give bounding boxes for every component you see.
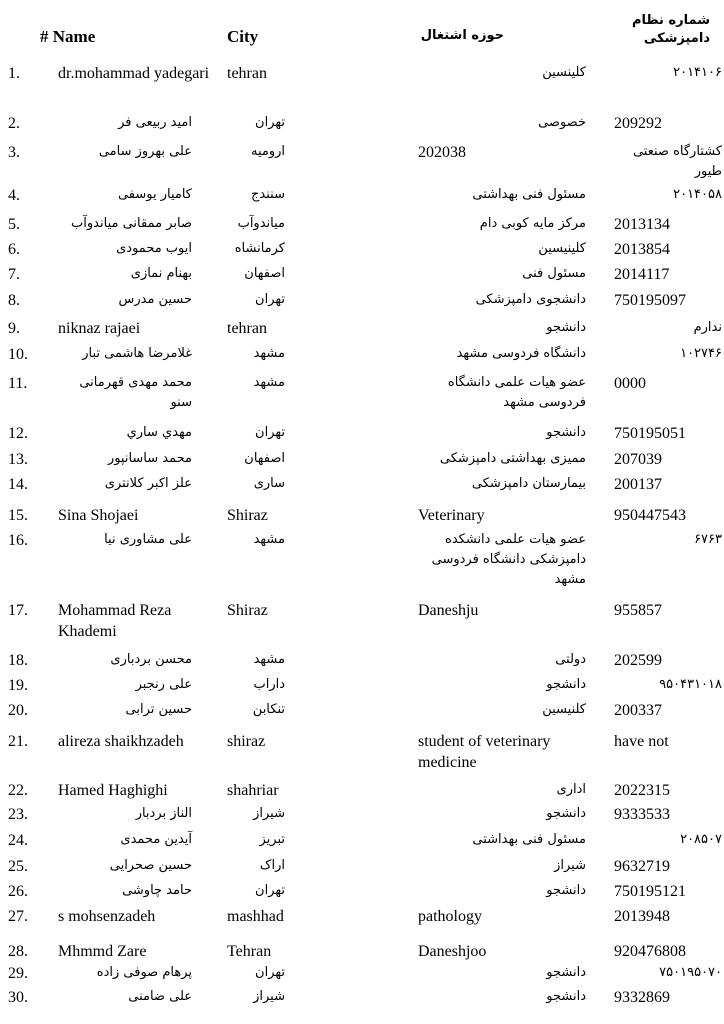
row-city: Shiraz bbox=[227, 507, 268, 524]
row-city: کرمانشاه bbox=[234, 241, 285, 256]
row-name: مهدي ساري bbox=[126, 425, 192, 440]
row-name: پرهام صوفی زاده bbox=[96, 965, 192, 980]
row-name: dr.mohammad yadegari bbox=[58, 65, 210, 82]
header-council-number: شماره نظام دامپزشکی bbox=[631, 13, 710, 46]
row-council-number: 202599 bbox=[614, 652, 662, 669]
row-field: دانشجو bbox=[546, 677, 586, 692]
row-city: tehran bbox=[227, 65, 267, 82]
row-number: 13. bbox=[8, 451, 28, 468]
row-city: تهران bbox=[255, 292, 285, 307]
row-city: تبریز bbox=[259, 832, 285, 847]
row-field: مسئول فنی بهداشتی bbox=[472, 832, 586, 847]
row-name: علی بهروز سامی bbox=[98, 144, 192, 159]
row-council-number: 750195051 bbox=[614, 425, 686, 442]
row-name: صابر ممقانی میاندوآب bbox=[71, 216, 192, 231]
row-council-number: ۶۷۶۳ bbox=[694, 532, 722, 547]
row-field: اداری bbox=[556, 782, 586, 797]
row-city: تهران bbox=[255, 425, 285, 440]
row-council-number: کشتارگاه صنعتی طیور bbox=[632, 144, 722, 179]
header-city: City bbox=[227, 27, 259, 46]
row-number: 6. bbox=[8, 241, 20, 258]
row-city: تهران bbox=[255, 883, 285, 898]
row-number: 14. bbox=[8, 476, 28, 493]
row-city: tehran bbox=[227, 320, 267, 337]
row-name: علی رنجبر bbox=[135, 677, 192, 692]
row-city: تهران bbox=[255, 115, 285, 130]
row-city: مشهد bbox=[253, 375, 285, 390]
row-field: عضو هیات علمی دانشگاه فردوسی مشهد bbox=[447, 375, 586, 410]
row-name: الناز بردبار bbox=[135, 806, 192, 821]
row-city: میاندوآب bbox=[237, 216, 285, 231]
row-council-number: 9632719 bbox=[614, 858, 670, 875]
row-field: مرکز مایه کوبی دام bbox=[479, 216, 586, 231]
row-council-number: 920476808 bbox=[614, 943, 686, 960]
header-number-name: # Name bbox=[40, 27, 96, 46]
row-number: 17. bbox=[8, 602, 28, 619]
row-number: 11. bbox=[8, 375, 28, 392]
row-council-number: 9332869 bbox=[614, 989, 670, 1006]
row-field: شیراز bbox=[554, 858, 586, 873]
row-name: علز اکبر کلانتری bbox=[104, 476, 192, 491]
row-council-number: ۱۰۲۷۴۶ bbox=[680, 346, 722, 361]
row-field: Daneshju bbox=[418, 602, 479, 619]
row-number: 20. bbox=[8, 702, 28, 719]
row-council-number: 200337 bbox=[614, 702, 662, 719]
row-name: حامد چاوشی bbox=[122, 883, 192, 898]
row-field: pathology bbox=[418, 908, 482, 925]
row-council-number: ۹۵۰۴۳۱۰۱۸ bbox=[659, 677, 722, 692]
row-city: shahriar bbox=[227, 782, 279, 799]
row-number: 22. bbox=[8, 782, 28, 799]
row-field: دانشجو bbox=[546, 806, 586, 821]
row-field: دانشجوی دامپزشکی bbox=[475, 292, 586, 307]
row-field: دانشجو bbox=[546, 965, 586, 980]
row-number: 30. bbox=[8, 989, 28, 1006]
row-field: ممیزی بهداشتی دامپزشکی bbox=[439, 451, 586, 466]
row-city: داراب bbox=[253, 677, 285, 692]
row-field: Daneshjoo bbox=[418, 943, 487, 960]
row-council-number: 750195121 bbox=[614, 883, 686, 900]
row-city: شیراز bbox=[253, 989, 285, 1004]
row-council-number: ۲۰۱۴۱۰۶ bbox=[673, 65, 722, 80]
row-council-number: 0000 bbox=[614, 375, 646, 392]
row-city: Tehran bbox=[227, 943, 272, 960]
row-council-number: ندارم bbox=[693, 320, 722, 335]
row-council-number: have not bbox=[614, 733, 669, 750]
row-field: خصوصی bbox=[538, 115, 586, 130]
row-council-number: 2013854 bbox=[614, 241, 670, 258]
row-number: 26. bbox=[8, 883, 28, 900]
row-name: ایوب محمودی bbox=[116, 241, 192, 256]
row-field: بیمارستان دامپزشکی bbox=[471, 476, 586, 491]
row-number: 16. bbox=[8, 532, 28, 549]
row-number: 18. bbox=[8, 652, 28, 669]
row-number: 1. bbox=[8, 65, 20, 82]
row-council-number: 750195097 bbox=[614, 292, 686, 309]
row-name: علی مشاوری نیا bbox=[104, 532, 192, 547]
row-city: مشهد bbox=[253, 652, 285, 667]
row-city: اصفهان bbox=[244, 266, 285, 281]
row-number: 19. bbox=[8, 677, 28, 694]
row-number: 25. bbox=[8, 858, 28, 875]
row-city: تهران bbox=[255, 965, 285, 980]
row-city: shiraz bbox=[227, 733, 266, 750]
row-city: سنندج bbox=[251, 187, 285, 202]
row-name: niknaz rajaei bbox=[58, 320, 141, 337]
row-field: 202038 bbox=[418, 144, 466, 161]
row-name: محمد مهدی قهرمانی سنو bbox=[79, 375, 192, 410]
row-field: دانشجو bbox=[546, 883, 586, 898]
header-field: حوزه اشتغال bbox=[420, 28, 504, 43]
row-field: Veterinary bbox=[418, 507, 485, 524]
row-field: student of veterinary medicine bbox=[418, 733, 551, 771]
row-city: ساری bbox=[253, 476, 285, 491]
row-council-number: 2013948 bbox=[614, 908, 670, 925]
row-council-number: 9333533 bbox=[614, 806, 670, 823]
row-name: حسین مدرس bbox=[118, 292, 192, 307]
row-city: mashhad bbox=[227, 908, 284, 925]
row-number: 8. bbox=[8, 292, 20, 309]
row-number: 2. bbox=[8, 115, 20, 132]
row-name: حسین ترابی bbox=[125, 702, 192, 717]
row-council-number: ۷۵۰۱۹۵۰۷۰ bbox=[659, 965, 722, 980]
row-number: 4. bbox=[8, 187, 20, 204]
row-city: مشهد bbox=[253, 532, 285, 547]
row-name: حسین صحرایی bbox=[109, 858, 192, 873]
row-council-number: 950447543 bbox=[614, 507, 686, 524]
row-field: کلینیسین bbox=[538, 241, 586, 256]
row-council-number: 2013134 bbox=[614, 216, 670, 233]
row-name: محسن بردباری bbox=[110, 652, 192, 667]
row-name: Mhmmd Zare bbox=[58, 943, 147, 960]
row-field: دانشگاه فردوسی مشهد bbox=[456, 346, 586, 361]
row-field: کلینسین bbox=[542, 65, 586, 80]
row-field: دانشجو bbox=[546, 425, 586, 440]
row-number: 28. bbox=[8, 943, 28, 960]
row-name: علی ضامنی bbox=[128, 989, 192, 1004]
row-field: کلنیسین bbox=[542, 702, 586, 717]
row-city: تنکابن bbox=[252, 702, 285, 717]
row-field: دانشجو bbox=[546, 320, 586, 335]
row-council-number: 955857 bbox=[614, 602, 662, 619]
row-city: اراک bbox=[259, 858, 285, 873]
row-name: Sina Shojaei bbox=[58, 507, 139, 524]
row-council-number: 207039 bbox=[614, 451, 662, 468]
row-number: 24. bbox=[8, 832, 28, 849]
row-council-number: 209292 bbox=[614, 115, 662, 132]
row-number: 23. bbox=[8, 806, 28, 823]
row-name: امید ربیعی فر bbox=[118, 115, 192, 130]
row-council-number: 2014117 bbox=[614, 266, 670, 283]
row-number: 29. bbox=[8, 965, 28, 982]
row-name: بهنام نمازی bbox=[130, 266, 192, 281]
row-name: محمد ساسانپور bbox=[107, 451, 192, 466]
row-council-number: 200137 bbox=[614, 476, 662, 493]
row-field: عضو هیات علمی دانشکده دامپزشکی دانشگاه فردوسی مشهد bbox=[431, 532, 586, 587]
row-name: کامیار یوسفی bbox=[117, 187, 192, 202]
row-number: 12. bbox=[8, 425, 28, 442]
row-city: Shiraz bbox=[227, 602, 268, 619]
row-name: s mohsenzadeh bbox=[58, 908, 156, 925]
row-name: Hamed Haghighi bbox=[58, 782, 168, 799]
row-city: ارومیه bbox=[250, 144, 285, 159]
row-field: مسئول فنی بهداشتی bbox=[472, 187, 586, 202]
row-number: 27. bbox=[8, 908, 28, 925]
row-name: Mohammad Reza Khademi bbox=[58, 602, 172, 640]
row-field: دانشجو bbox=[546, 989, 586, 1004]
row-name: آیدین محمدی bbox=[120, 832, 192, 847]
row-number: 3. bbox=[8, 144, 20, 161]
row-number: 5. bbox=[8, 216, 20, 233]
row-city: مشهد bbox=[253, 346, 285, 361]
row-council-number: 2022315 bbox=[614, 782, 670, 799]
row-number: 9. bbox=[8, 320, 20, 337]
row-council-number: ۲۰۱۴۰۵۸ bbox=[673, 187, 722, 202]
row-number: 21. bbox=[8, 733, 28, 750]
row-name: alireza shaikhzadeh bbox=[58, 733, 184, 750]
row-city: شیراز bbox=[253, 806, 285, 821]
row-field: دولتی bbox=[555, 652, 586, 667]
row-council-number: ۲۰۸۵۰۷ bbox=[680, 832, 722, 847]
row-number: 15. bbox=[8, 507, 28, 524]
row-number: 10. bbox=[8, 346, 28, 363]
row-field: مسئول فنی bbox=[522, 266, 586, 281]
row-name: غلامرضا هاشمی تبار bbox=[82, 346, 192, 361]
row-city: اصفهان bbox=[244, 451, 285, 466]
row-number: 7. bbox=[8, 266, 20, 283]
